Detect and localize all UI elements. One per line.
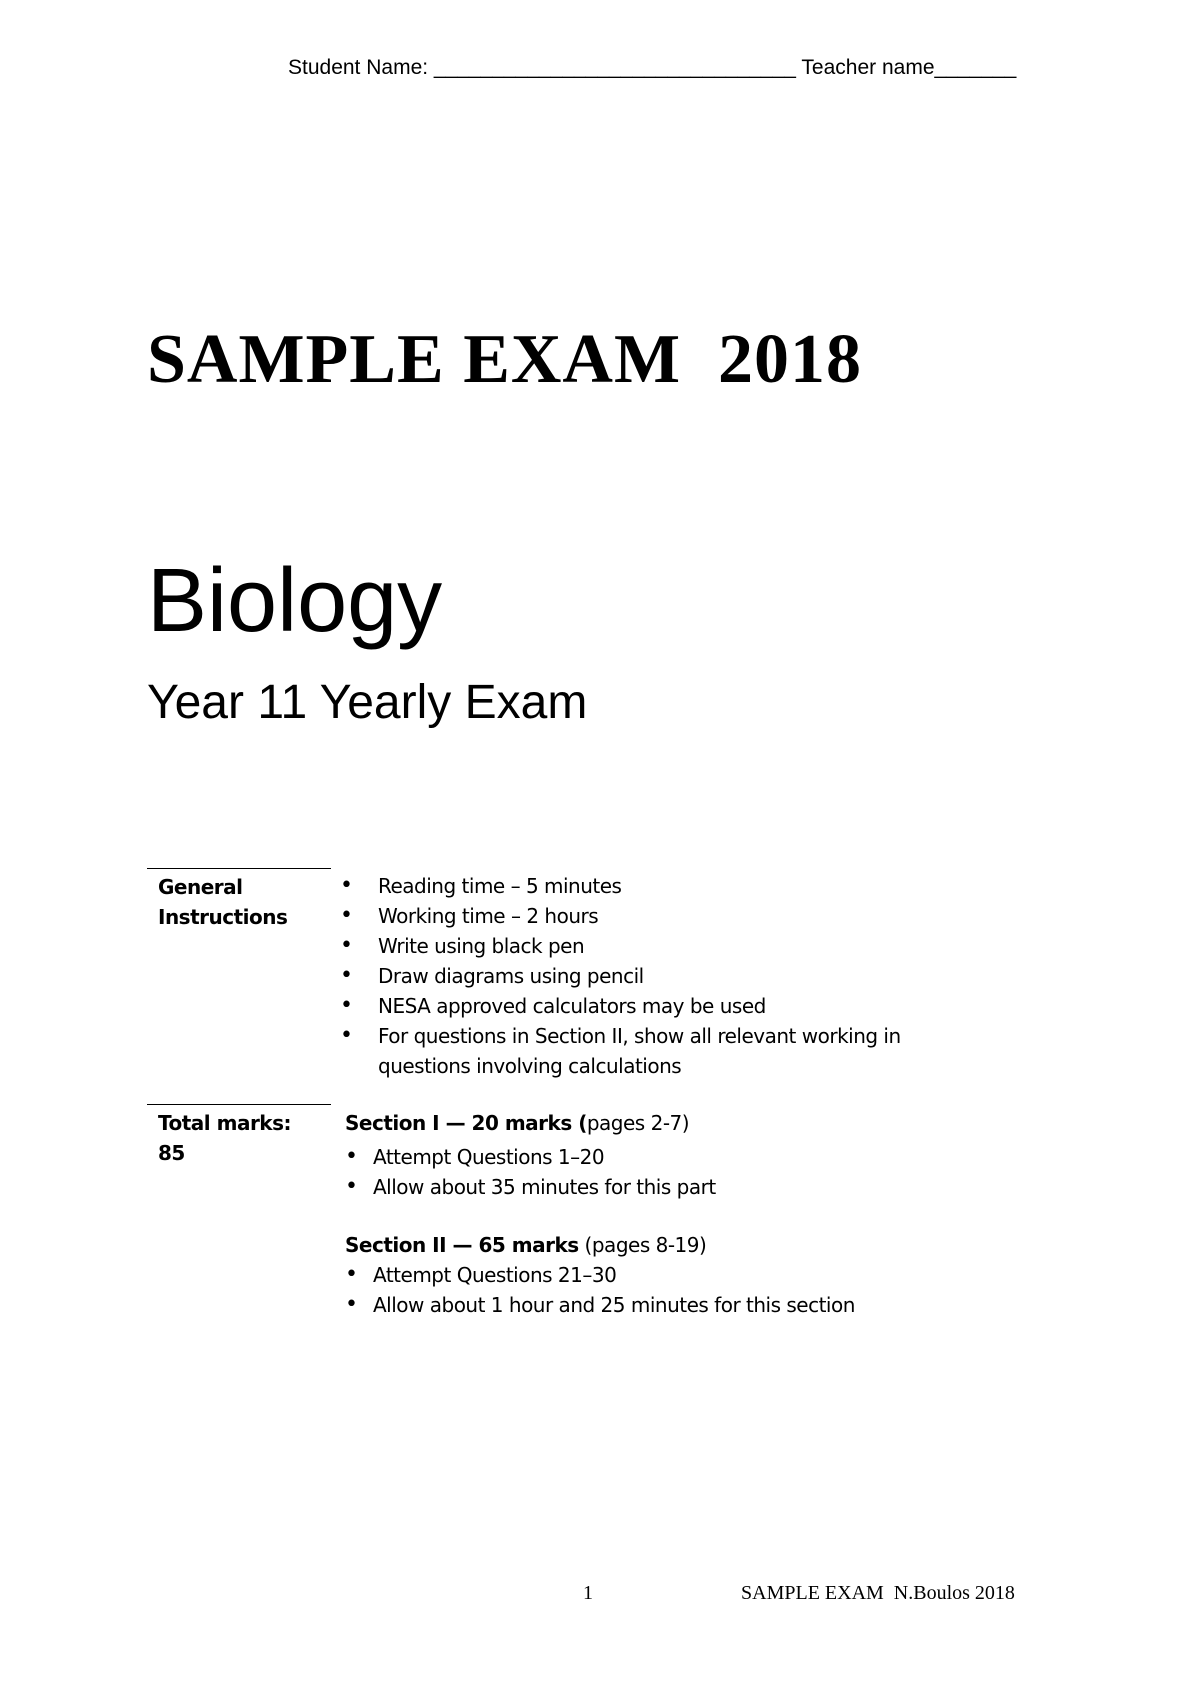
total-marks-label-line1: Total marks: — [158, 1111, 292, 1135]
footer-page-number: 1 — [583, 1582, 593, 1604]
section-1-item: • Allow about 35 minutes for this part — [345, 1172, 965, 1202]
header-student-teacher-line: Student Name: _______________________________ Teacher name_______ — [288, 56, 1017, 79]
instruction-item: • Draw diagrams using pencil — [340, 961, 960, 991]
section-1-heading-bold: Section I — 20 marks ( — [345, 1111, 587, 1135]
section-2-item: • Allow about 1 hour and 25 minutes for this section — [345, 1290, 965, 1320]
section-2-heading-bold: Section II — 65 marks — [345, 1233, 579, 1257]
general-instructions-label-line2: Instructions — [158, 905, 288, 929]
instruction-item: • Reading time – 5 minutes — [340, 871, 960, 901]
footer-text: SAMPLE EXAM N.Boulos 2018 — [741, 1582, 1015, 1604]
instruction-item: • NESA approved calculators may be used — [340, 991, 960, 1021]
instruction-item: • For questions in Section II, show all relevant working in questions involving calculations — [340, 1021, 960, 1081]
instructions-divider — [147, 868, 331, 869]
section-2-pages: (pages 8-19) — [578, 1233, 707, 1257]
general-instructions-label-line1: General — [158, 875, 243, 899]
total-marks-value: 85 — [158, 1141, 185, 1165]
section-1-item: • Attempt Questions 1–20 — [345, 1142, 965, 1172]
general-instructions-label — [158, 872, 287, 932]
exam-title: SAMPLE EXAM 2018 — [147, 321, 863, 398]
total-marks-divider — [147, 1104, 331, 1105]
subject-title: Biology — [147, 551, 443, 651]
instruction-item: • Write using black pen — [340, 931, 960, 961]
section-2-list — [345, 1260, 965, 1320]
exam-type: Year 11 Yearly Exam — [147, 676, 588, 729]
section-2-heading — [345, 1230, 706, 1260]
instruction-item: • Working time – 2 hours — [340, 901, 960, 931]
section-2-item: • Attempt Questions 21–30 — [345, 1260, 965, 1290]
general-instructions-list — [340, 871, 960, 1081]
section-1-heading — [345, 1108, 689, 1138]
total-marks-label — [158, 1108, 291, 1168]
section-1-pages: pages 2-7) — [586, 1111, 690, 1135]
section-1-list — [345, 1142, 965, 1202]
